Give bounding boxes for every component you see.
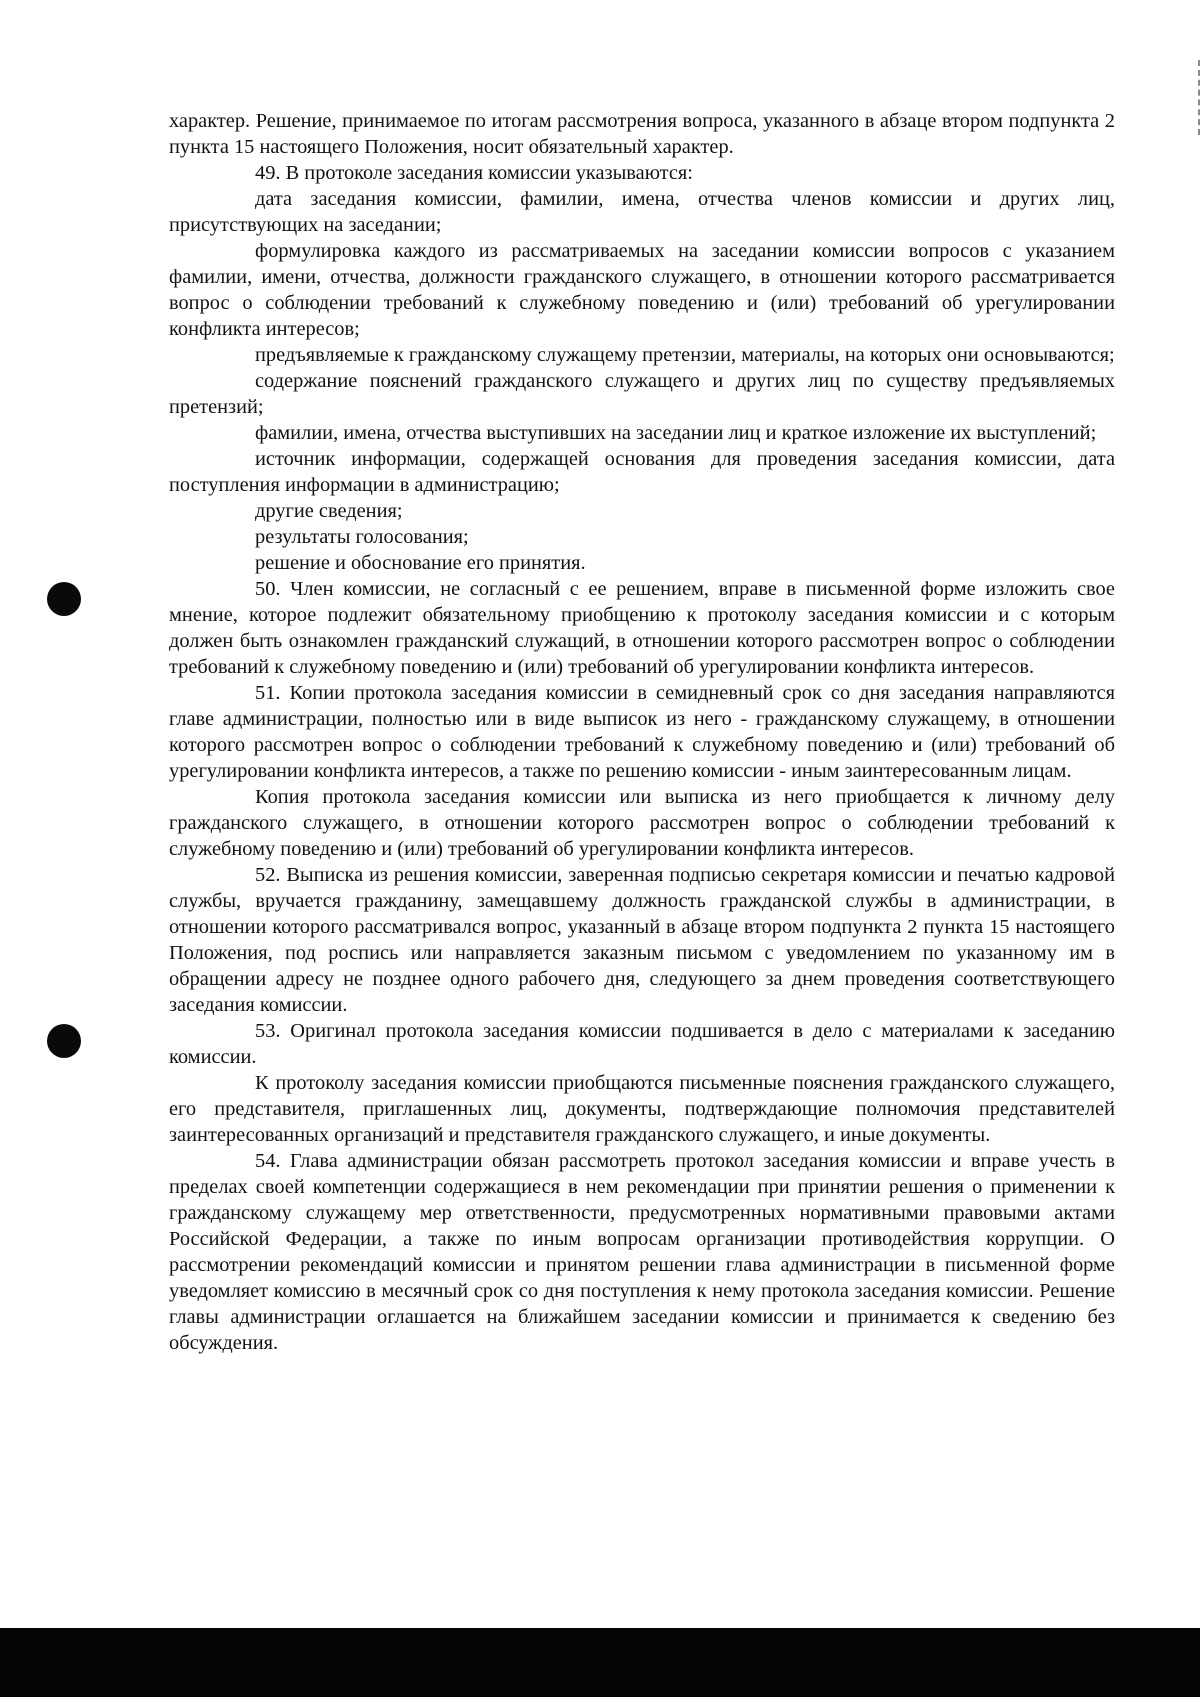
paragraph: другие сведения;	[255, 500, 403, 522]
paragraph: предъявляемые к гражданскому служащему претензии, материалы, на которых они основываются;	[255, 344, 1115, 366]
paragraph-item-51: 51. Копии протокола заседания комиссии в семидневный срок со дня заседания направляются главе администрации, полностью или в виде выписок из него - гражданскому служащему, в отношении которого рассмотрен вопрос о соблюдении требований к служебному поведению и (или) требований об урегулировании конфликта интересов, а также по решению комиссии - иным заинтересованным лицам.	[169, 682, 1115, 782]
paragraph-item-54: 54. Глава администрации обязан рассмотреть протокол заседания комиссии и вправе учесть в пределах своей компетенции содержащиеся в нем рекомендации при принятии решения о применении к гражданскому служащему мер ответственности, предусмотренных нормативными правовыми актами Российской Федерации, а также по иным вопросам организации противодействия коррупции. О рассмотрении рекомендаций комиссии и принятом решении глава администрации в письменной форме уведомляет комиссию в месячный срок со дня поступления к нему протокола заседания комиссии. Решение главы администрации оглашается на ближайшем заседании комиссии и принимается к сведению без обсуждения.	[169, 1150, 1115, 1354]
scan-edge-marks	[1195, 60, 1200, 135]
paragraph-continuation: характер. Решение, принимаемое по итогам рассмотрения вопроса, указанного в абзаце втором подпункта 2 пункта 15 настоящего Положения, носит обязательный характер.	[169, 110, 1115, 158]
paragraph: Копия протокола заседания комиссии или выписка из него приобщается к личному делу гражданского служащего, в отношении которого рассмотрен вопрос о соблюдении требований к служебному поведению и (или) требований об урегулировании конфликта интересов.	[169, 786, 1115, 860]
document-body	[169, 108, 1115, 1356]
paragraph-item-50: 50. Член комиссии, не согласный с ее решением, вправе в письменной форме изложить свое мнение, которое подлежит обязательному приобщению к протоколу заседания комиссии и с которым должен быть ознакомлен гражданский служащий, в отношении которого рассмотрен вопрос о соблюдении требований к служебному поведению и (или) требований об урегулировании конфликта интересов.	[169, 578, 1115, 678]
paragraph: решение и обоснование его принятия.	[255, 552, 586, 574]
paragraph: источник информации, содержащей основания для проведения заседания комиссии, дата поступления информации в администрацию;	[169, 448, 1115, 496]
punch-hole	[47, 1024, 81, 1058]
paragraph: дата заседания комиссии, фамилии, имена, отчества членов комиссии и других лиц, присутствующих на заседании;	[169, 188, 1115, 236]
paragraph-item-52: 52. Выписка из решения комиссии, заверенная подписью секретаря комиссии и печатью кадровой службы, вручается гражданину, замещавшему должность гражданской службы в администрации, в отношении которого рассматривался вопрос, указанный в абзаце втором подпункта 2 пункта 15 настоящего Положения, под роспись или направляется заказным письмом с уведомлением по указанному им в обращении адресу не позднее одного рабочего дня, следующего за днем проведения соответствующего заседания комиссии.	[169, 864, 1115, 1016]
paragraph-item-53: 53. Оригинал протокола заседания комиссии подшивается в дело с материалами к заседанию комиссии.	[169, 1020, 1115, 1068]
paragraph: результаты голосования;	[255, 526, 469, 548]
paragraph: содержание пояснений гражданского служащего и других лиц по существу предъявляемых претензий;	[169, 370, 1115, 418]
paragraph: формулировка каждого из рассматриваемых на заседании комиссии вопросов с указанием фамилии, имени, отчества, должности гражданского служащего, в отношении которого рассматривается вопрос о соблюдении требований к служебному поведению и (или) требований об урегулировании конфликта интересов;	[169, 240, 1115, 340]
punch-hole	[47, 582, 81, 616]
scan-bottom-edge	[0, 1628, 1200, 1697]
paragraph: фамилии, имена, отчества выступивших на заседании лиц и краткое изложение их выступлений;	[255, 422, 1097, 444]
paragraph-item-49: 49. В протоколе заседания комиссии указываются:	[255, 162, 693, 184]
paragraph: К протоколу заседания комиссии приобщаются письменные пояснения гражданского служащего, его представителя, приглашенных лиц, документы, подтверждающие полномочия представителей заинтересованных организаций и представителя гражданского служащего, и иные документы.	[169, 1072, 1115, 1146]
